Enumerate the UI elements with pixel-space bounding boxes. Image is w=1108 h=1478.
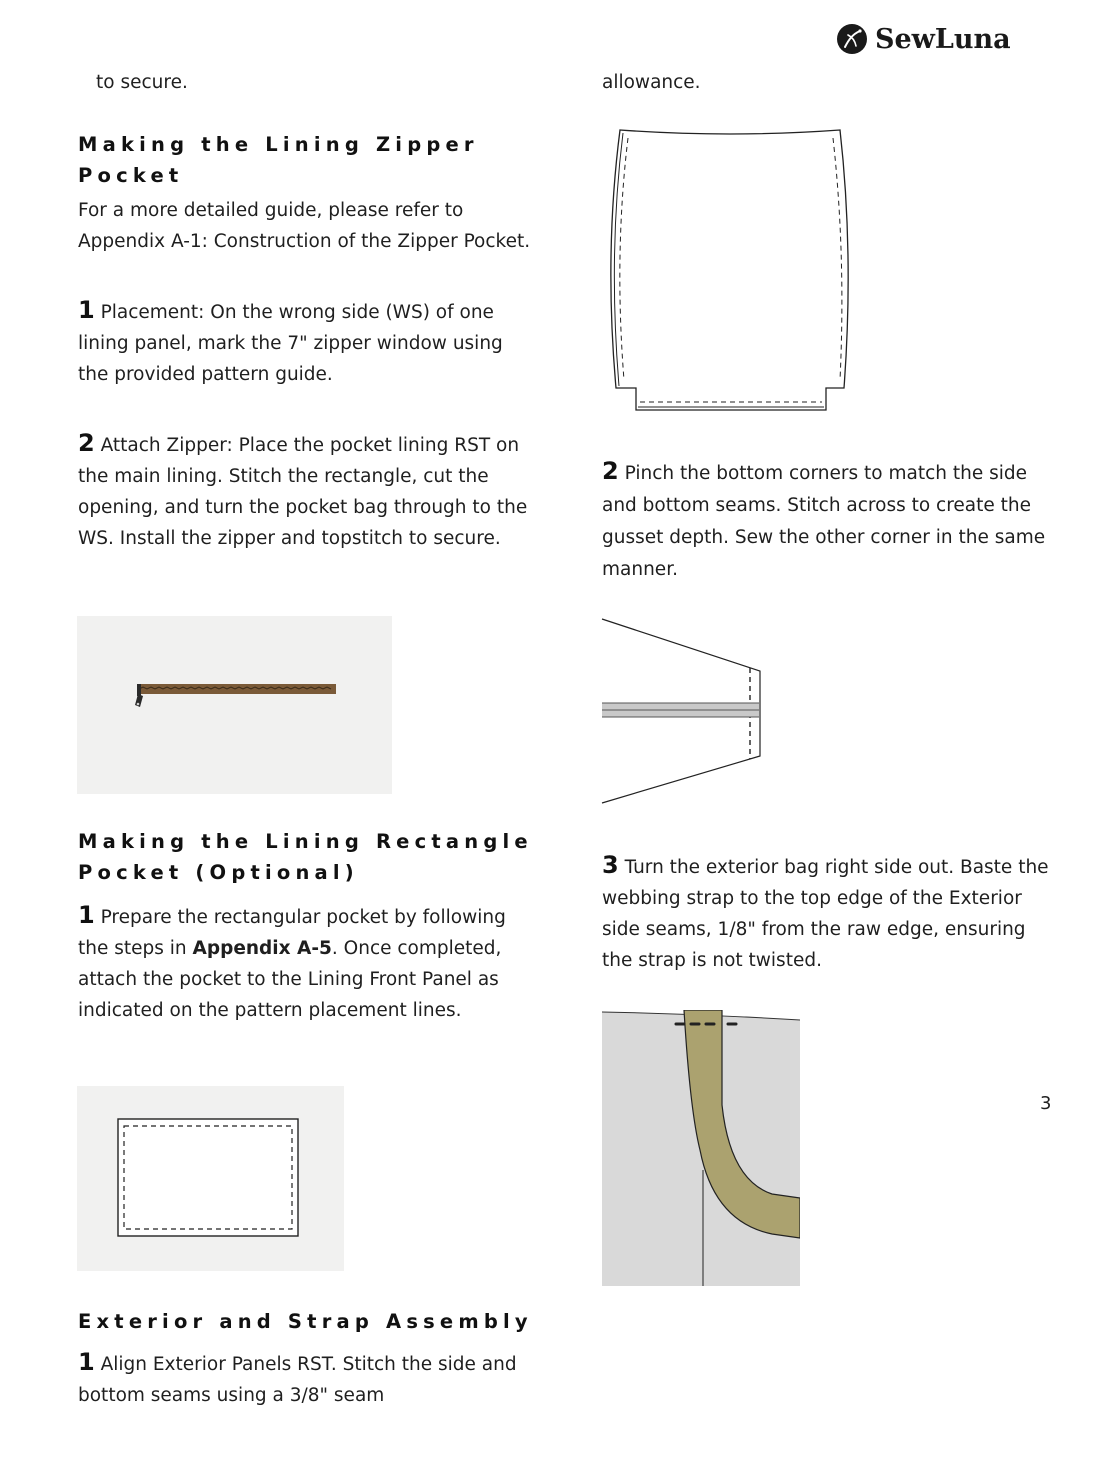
step-text: Align Exterior Panels RST. Stitch the side and bottom seams using a 3/8" seam <box>78 1354 517 1406</box>
appendix-ref: Appendix A-5 <box>192 938 332 959</box>
zipper-heading-line2: Pocket <box>78 164 184 187</box>
zipper-step-1 <box>78 295 538 390</box>
step-text: Pinch the bottom corners to match the side and bottom seams. Stitch across to create the gusset depth. Sew the other corner in the same manner. <box>602 463 1046 580</box>
step-number: 3 <box>602 851 619 879</box>
rect-heading-line1: Making the Lining Rectangle <box>78 830 533 853</box>
zipper-heading-line1: Making the Lining Zipper <box>78 133 479 156</box>
step-text: Attach Zipper: Place the pocket lining RST on the main lining. Stitch the rectangle, cut the opening, and turn the pocket bag through to the WS. Install the zipper and topstitch to secure. <box>78 435 528 549</box>
strap-illustration <box>602 1010 800 1286</box>
step-number: 2 <box>602 457 619 485</box>
rect-heading-line2: Pocket (Optional) <box>78 861 359 884</box>
rect-section-heading <box>78 826 538 888</box>
step-number: 1 <box>78 1348 95 1376</box>
right-step-3 <box>602 850 1052 976</box>
zipper-step-2 <box>78 428 538 554</box>
brand-logo <box>836 22 1011 56</box>
zipper-intro: For a more detailed guide, please refer to Appendix A-1: Construction of the Zipper Pocket. <box>78 200 531 252</box>
step-number: 2 <box>78 429 95 457</box>
needle-moon-icon <box>836 23 868 55</box>
step-number: 1 <box>78 901 95 929</box>
gusset-corner-illustration <box>600 616 770 806</box>
step-text: Prepare the rectangular pocket by following the steps in <box>78 907 506 959</box>
rect-pocket-drawing <box>77 1086 344 1271</box>
step-text: Turn the exterior bag right side out. Baste the webbing strap to the top edge of the Exterior side seams, 1/8" from the raw edge, ensuring the strap is not twisted. <box>602 857 1049 971</box>
zipper-section-heading <box>78 129 538 191</box>
zipper-stop <box>137 684 141 696</box>
bag-panel-illustration <box>600 124 860 418</box>
step-text: Placement: On the wrong side (WS) of one lining panel, mark the 7" zipper window using the provided pattern guide. <box>78 302 503 385</box>
right-top-fragment: allowance. <box>602 72 701 93</box>
exterior-section-heading: Exterior and Strap Assembly <box>78 1310 533 1333</box>
step-text-cont: . Once completed, attach the pocket to the Lining Front Panel as indicated on the pattern placement lines. <box>78 938 502 1021</box>
brand-name: SewLuna <box>875 23 1011 55</box>
step-number: 1 <box>78 296 95 324</box>
right-step-2 <box>602 455 1052 586</box>
rect-pocket-illustration <box>77 1086 344 1271</box>
zipper-illustration <box>77 616 392 794</box>
rect-step-1 <box>78 900 538 1026</box>
left-top-fragment: to secure. <box>96 72 188 93</box>
zipper-pull-icon <box>135 694 143 707</box>
zipper-drawing <box>77 616 392 794</box>
page-number: 3 <box>1040 1093 1052 1114</box>
exterior-step-1 <box>78 1347 538 1411</box>
